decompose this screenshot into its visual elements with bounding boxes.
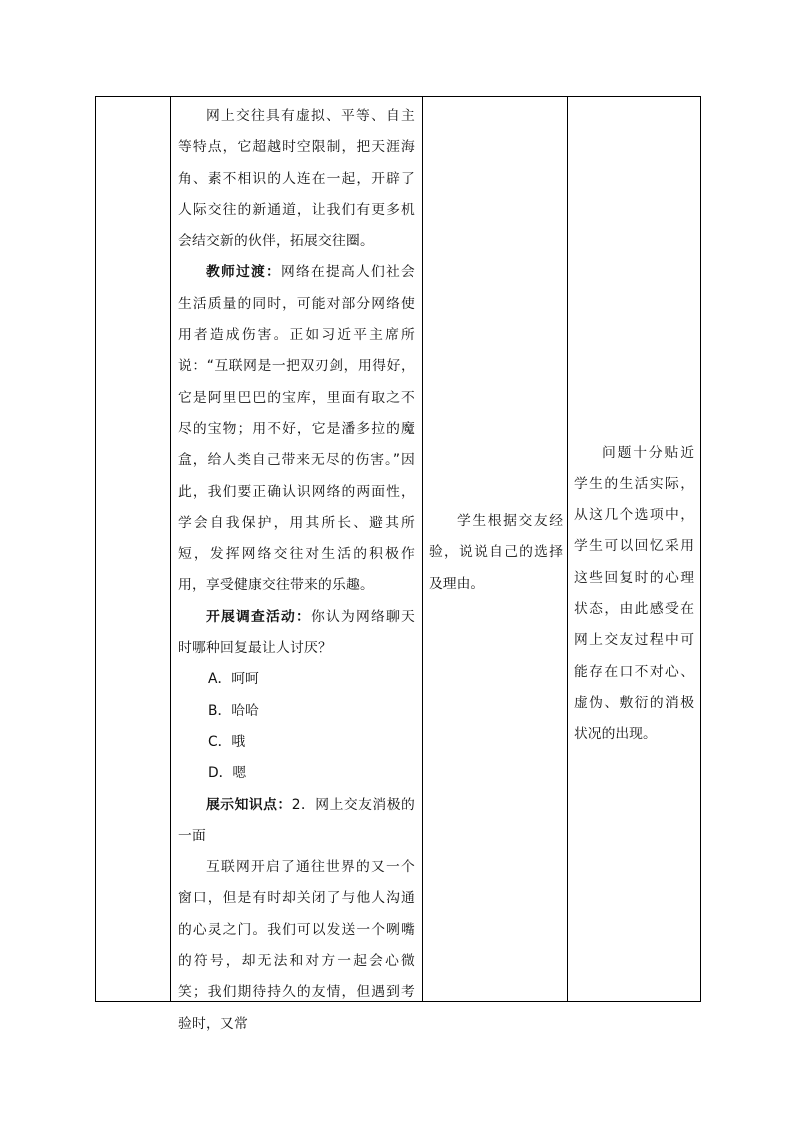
teacher-transition-label: 教师过渡：	[206, 264, 281, 281]
option-a: A．呵呵	[208, 671, 259, 688]
student-activity-text: 学生根据交友经验，说说自己的选择及理由。	[429, 513, 563, 592]
paragraph-internet-window: 互联网开启了通往世界的又一个窗口，但是有时却关闭了与他人沟通的心灵之门。我们可以发送一个咧嘴的符号，却无法和对方一起会心微笑；我们期待持久的友情，但遇到考验时，又常	[178, 859, 415, 1032]
knowledge-point-label: 展示知识点：	[206, 796, 292, 813]
stage-cell	[96, 97, 171, 1002]
student-activity-cell	[423, 97, 568, 1002]
option-d: D．嗯	[208, 765, 247, 782]
table-row	[96, 97, 701, 1002]
design-intent-cell	[568, 97, 701, 1002]
survey-activity-label: 开展调查活动：	[206, 608, 311, 625]
paragraph-teacher-transition	[178, 257, 415, 601]
option-c: C．哦	[208, 733, 246, 750]
option-b: B．哈哈	[208, 702, 259, 719]
teacher-transition-text: 网络在提高人们社会生活质量的同时，可能对部分网络使用者造成伤害。正如习近平主席所说：“互联网是一把双刃剑，用得好，它是阿里巴巴的宝库，里面有取之不尽的宝物；用不好，它是潘多拉的魔盒，给人类自己带来无尽的伤害。”因此，我们要正确认识网络的两面性，学会自我保护，用其所长、避其所短，发挥网络交往对生活的积极作用，享受健康交往带来的乐趣。	[178, 264, 415, 594]
paragraph-survey-activity	[178, 602, 415, 665]
design-intent-text: 问题十分贴近学生的生活实际，从这几个选项中，学生可以回忆采用这些回复时的心理状态，由此感受在网上交友过程中可能存在口不对心、虚伪、敷衍的消极状况的出现。	[574, 444, 694, 743]
knowledge-point-text: 2．网上交友消极的一面	[178, 796, 416, 844]
paragraph-knowledge-point	[178, 790, 415, 853]
paragraph-network-features: 网上交往具有虚拟、平等、自主等特点，它超越时空限制，把天涯海角、素不相识的人连在一起，开辟了人际交往的新通道，让我们有更多机会结交新的伙伴，拓展交往圈。	[178, 108, 415, 250]
lesson-plan-table	[95, 96, 701, 1032]
teaching-content-cell	[171, 97, 423, 1032]
survey-activity-question: 你认为网络聊天时哪种回复最让人讨厌？	[178, 608, 415, 657]
